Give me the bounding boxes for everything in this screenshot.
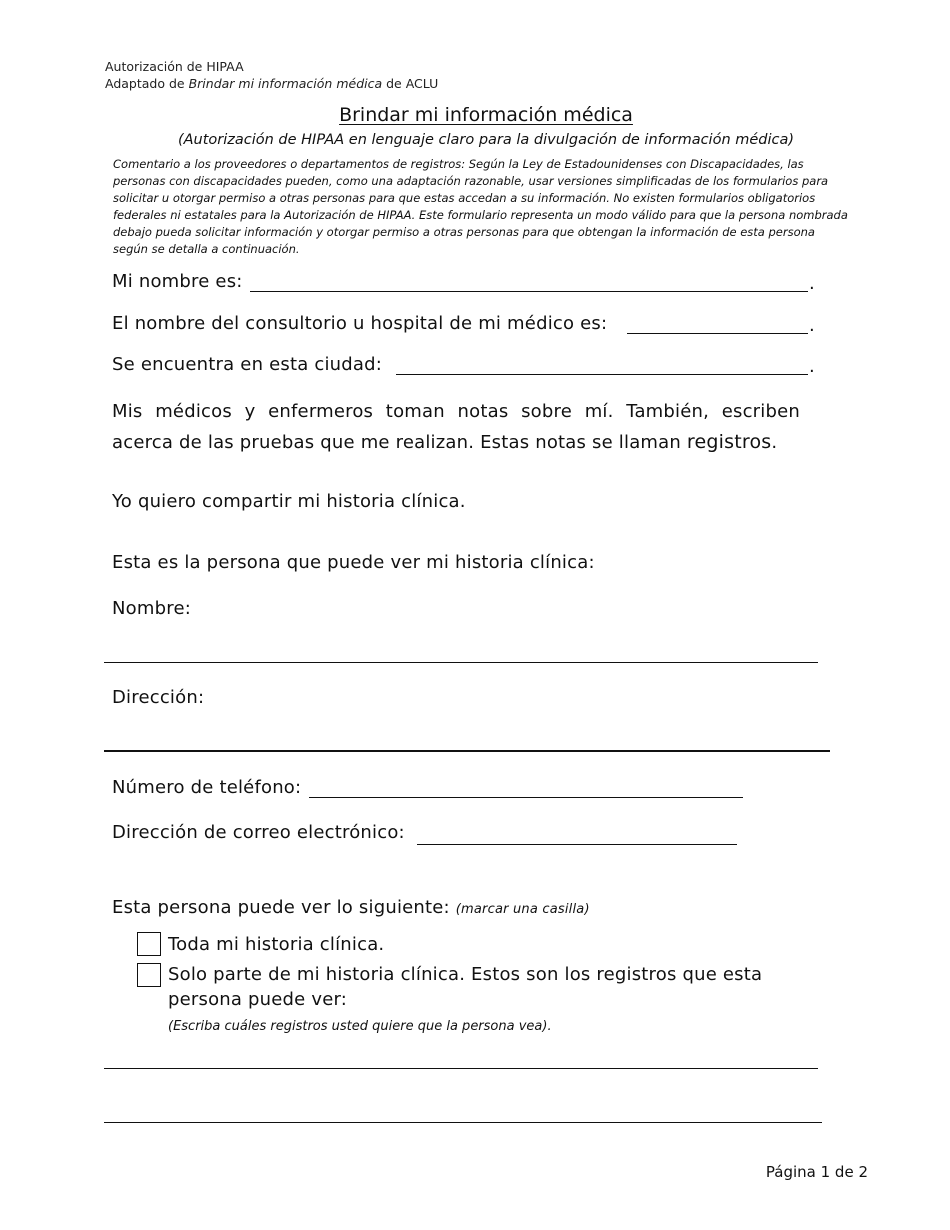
permission-hint: (marcar una casilla) (455, 902, 590, 917)
records-paragraph-end: . (771, 432, 778, 453)
header-adaptation-suffix: de ACLU (382, 76, 439, 91)
records-paragraph-text: Mis médicos y enfermeros toman notas sobre mí. También, escriben acerca de las pruebas que me realizan. Estas notas se llaman (112, 401, 800, 453)
person-phone-label: Número de teléfono: (112, 777, 302, 798)
permission-heading-text: Esta persona puede ver lo siguiente: (112, 897, 456, 918)
header-adaptation-prefix: Adaptado de (105, 76, 189, 91)
all-records-label: Toda mi historia clínica. (168, 934, 385, 955)
person-heading: Esta es la persona que puede ver mi historia clínica: (112, 552, 595, 573)
provider-comment: Comentario a los proveedores o departamentos de registros: Según la Ley de Estadounidenses con Discapacidades, las personas con discapacidades pueden, como una adaptación razonable, usar versiones simplificadas de los formularios para solicitar u otorgar permiso a otras personas para que estas accedan a su información. No existen formularios obligatorios federales ni estatales para la Autorización de HIPAA. Este formulario representa un modo válido para que la persona nombrada debajo pueda solicitar información y otorgar permiso a otras personas para que obtengan la información de esta persona según se detalla a continuación. (113, 157, 848, 256)
page-number: Página 1 de 2 (765, 1163, 868, 1181)
partial-records-label-line1: Solo parte de mi historia clínica. Estos son los registros que esta (168, 964, 763, 985)
records-keyword: registros (686, 431, 772, 453)
header-form-name: Autorización de HIPAA (105, 59, 244, 74)
header-adaptation-title: Brindar mi información médica (188, 76, 383, 91)
city-field[interactable] (396, 374, 808, 375)
person-email-field[interactable] (417, 844, 737, 845)
my-name-label: Mi nombre es: (112, 271, 243, 292)
person-address-field[interactable] (104, 750, 830, 752)
person-email-label: Dirección de correo electrónico: (112, 822, 405, 843)
partial-records-checkbox[interactable] (137, 963, 161, 987)
share-statement: Yo quiero compartir mi historia clínica. (112, 491, 466, 512)
permission-heading (112, 897, 590, 918)
document-subtitle: (Autorización de HIPAA en lenguaje claro para la divulgación de información médica) (177, 132, 795, 148)
doctor-office-field[interactable] (627, 333, 808, 334)
document-title-text: Brindar mi información médica (339, 104, 633, 126)
city-period: . (809, 356, 815, 377)
partial-records-label-line2: persona puede ver: (168, 989, 348, 1010)
person-address-label: Dirección: (112, 687, 205, 708)
my-name-period: . (809, 273, 815, 294)
header-adaptation (105, 75, 438, 92)
doctor-office-label: El nombre del consultorio u hospital de mi médico es: (112, 313, 608, 334)
doctor-office-period: . (809, 315, 815, 336)
all-records-checkbox[interactable] (137, 932, 161, 956)
partial-records-hint: (Escriba cuáles registros usted quiere que la persona vea). (168, 1019, 552, 1034)
document-title (0, 104, 950, 126)
records-paragraph (112, 397, 800, 458)
records-answer-line-1[interactable] (104, 1068, 818, 1069)
my-name-field[interactable] (250, 291, 808, 292)
records-answer-line-2[interactable] (104, 1122, 822, 1123)
city-label: Se encuentra en esta ciudad: (112, 354, 383, 375)
person-name-label: Nombre: (112, 598, 191, 619)
person-name-field[interactable] (104, 662, 818, 663)
person-phone-field[interactable] (309, 797, 743, 798)
